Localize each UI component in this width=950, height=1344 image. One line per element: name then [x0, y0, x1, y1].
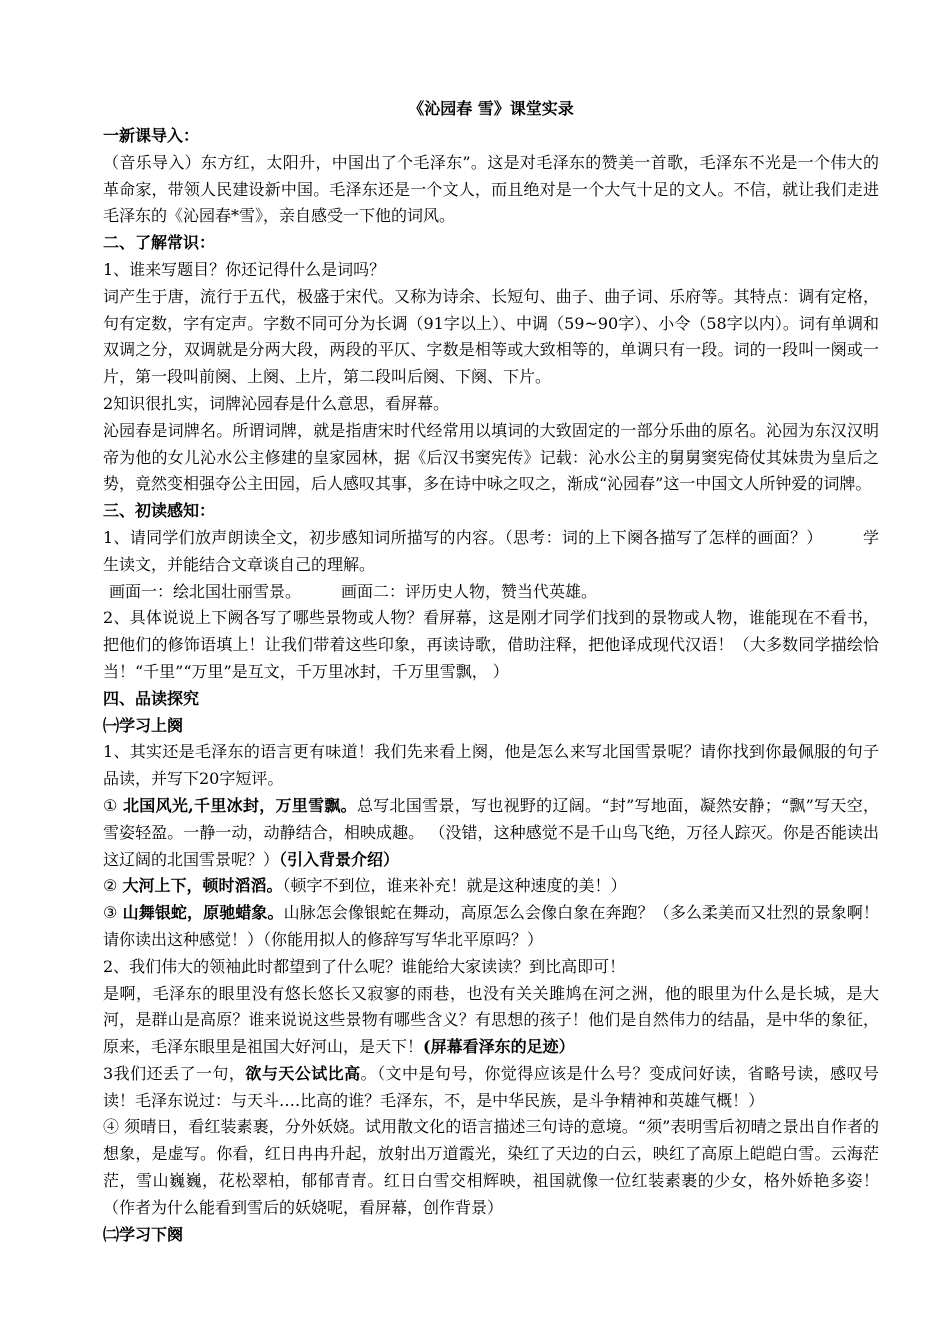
paragraph [103, 1061, 879, 1115]
section-heading-knowledge: 二、了解常识： [103, 233, 216, 253]
paragraph: 1、谁来写题目？你还记得什么是词吗？ [103, 259, 386, 279]
paragraph: 2知识很扎实，词牌沁园春是什么意思，看屏幕。 [103, 393, 450, 413]
section-heading-first-reading: 三、初读感知： [103, 501, 216, 521]
section-heading-close-reading: 四、品读探究 [103, 688, 200, 708]
text: 是啊，毛泽东的眼里没有悠长悠长又寂寥的雨巷，也没有关关雎鸠在河之洲，他的眼里为什么是长城，是大河，是群山是高原？谁来说说这些景物有哪些含义？有思想的孩子！他们是自然伟力的结晶，是中华的象征，原来，毛泽东眼里是祖国大好河山，是天下！ [103, 983, 879, 1057]
text: 。（文中是句号，你觉得应该是什么号？变成问好读，省略号读，感叹号读！毛泽东说过：与天斗….比高的谁？毛泽东，不，是中华民族，是斗争精神和英雄气概！） [103, 1063, 879, 1110]
section-heading-intro: 一新课导入： [103, 126, 200, 145]
text: 画面二：评历史人物，赞当代英雄。 [341, 581, 598, 601]
quoted-line: 大河上下，顿时滔滔。 [122, 876, 283, 896]
text: 山脉怎会像银蛇在舞动，高原怎么会像白象在奔跑？（多么柔美而又壮烈的景象啊！请你读出这种感觉！）（你能用拟人的修辞写写华北平原吗？） [103, 903, 879, 949]
item-number: ② [103, 876, 123, 896]
paragraph [103, 873, 879, 900]
text: 3我们还丢了一句， [103, 1063, 246, 1083]
paragraph [103, 900, 879, 954]
quoted-line: 北国风光,千里冰封，万里雪飘。 [123, 795, 357, 815]
paragraph: 1、其实还是毛泽东的语言更有味道！我们先来看上阕，他是怎么来写北国雪景呢？请你找到你最佩服的句子品读，并写下20字短评。 [103, 742, 879, 789]
quoted-line: 山舞银蛇，原驰蜡象。 [122, 903, 284, 923]
text: 画面一：绘北国壮丽雪景。 [109, 581, 302, 601]
paragraph [103, 793, 879, 873]
subheading-upper-stanza: ㈠学习上阕 [103, 715, 184, 735]
paragraph: ④ 须晴日，看红装素裹，分外妖娆。试用散文化的语言描述三句诗的意境。“须”表明雪后初晴之景出自作者的想象，是虚写。你看，红日冉冉升起，放射出万道霞光，染红了天边的白云，映红了高原上皑皑白雪。云海茫茫，雪山巍巍，花松翠柏，郁郁青青。红日白雪交相辉映，祖国就像一位红装素裹的少女，格外娇艳多姿！（作者为什么能看到雪后的妖娆呢，看屏幕，创作背景） [103, 1117, 879, 1217]
text: 总写北国雪景，写也视野的辽阔。“封”写地面，凝然安静；“飘”写天空，雪姿轻盈。一静一动，动静结合，相映成趣。 （没错，这种感觉不是千山鸟飞绝，万径人踪灭。你是否能读出这辽阔的北国雪景呢？） [103, 795, 879, 869]
paragraph: （音乐导入）东方红，太阳升，中国出了个毛泽东”。这是对毛泽东的赞美一首歌，毛泽东不光是一个伟大的革命家，带领人民建设新中国。毛泽东还是一个文人，而且绝对是一个大气十足的文人。不信，就让我们走进毛泽东的《沁园春*雪》，亲自感受一下他的词风。 [103, 152, 879, 226]
paragraph: 2、我们伟大的领袖此时都望到了什么呢？谁能给大家读读？到比高即可！ [103, 956, 626, 976]
text: （顿字不到位，谁来补充！就是这种速度的美！） [282, 876, 627, 896]
item-number: ③ [103, 903, 123, 923]
item-number: ① [103, 795, 124, 815]
page-title: 《沁园春 雪》课堂实录 [408, 99, 574, 118]
paragraph: 沁园春是词牌名。所谓词牌，就是指唐宋时代经常用以填词的大致固定的一部分乐曲的原名。沁园为东汉汉明帝为他的女儿沁水公主修建的皇家园林，据《后汉书窦宪传》记载：沁水公主的舅舅窦宪倚仗其妹贵为皇后之势，竟然变相强夺公主田园，后人感叹其事，多在诗中咏之叹之，渐成“沁园春”这一中国文人所钟爱的词牌。 [103, 420, 879, 494]
document-page [103, 96, 879, 1248]
text: (屏幕看泽东的足迹） [423, 1037, 575, 1057]
paragraph [103, 981, 879, 1061]
paragraph: 词产生于唐，流行于五代，极盛于宋代。又称为诗余、长短句、曲子、曲子词、乐府等。其特点：调有定格，句有定数，字有定声。字数不同可分为长调（91字以上）、中调（59~90字）、小令（58字以内）。词有单调和双调之分，双调就是分两大段，两段的平仄、字数是相等或大致相等的，单调只有一段。词的一段叫一阕或一片，第一段叫前阕、上阕、上片，第二段叫后阕、下阕、下片。 [103, 286, 879, 387]
text: 1、请同学们放声朗读全文，初步感知词所描写的内容。（思考：词的上下阕各描写了怎样的画面？） [103, 527, 823, 547]
text: 学生读文，并能结合文章谈自己的理解。 [103, 527, 879, 574]
paragraph [103, 579, 879, 606]
text: （引入背景介绍） [279, 849, 400, 869]
paragraph [103, 525, 879, 579]
quoted-line: 欲与天公试比高 [245, 1063, 361, 1083]
paragraph: 2、具体说说上下阙各写了哪些景物或人物？看屏幕，这是刚才同学们找到的景物或人物，谁能现在不看书，把他们的修饰语填上！让我们带着这些印象，再读诗歌，借助注释，把他译成现代汉语！（大多数同学描绘恰当！“千里”“万里”是互文，千万里冰封，千万里雪飘， ） [103, 608, 879, 681]
subheading-lower-stanza: ㈡学习下阕 [103, 1224, 184, 1244]
